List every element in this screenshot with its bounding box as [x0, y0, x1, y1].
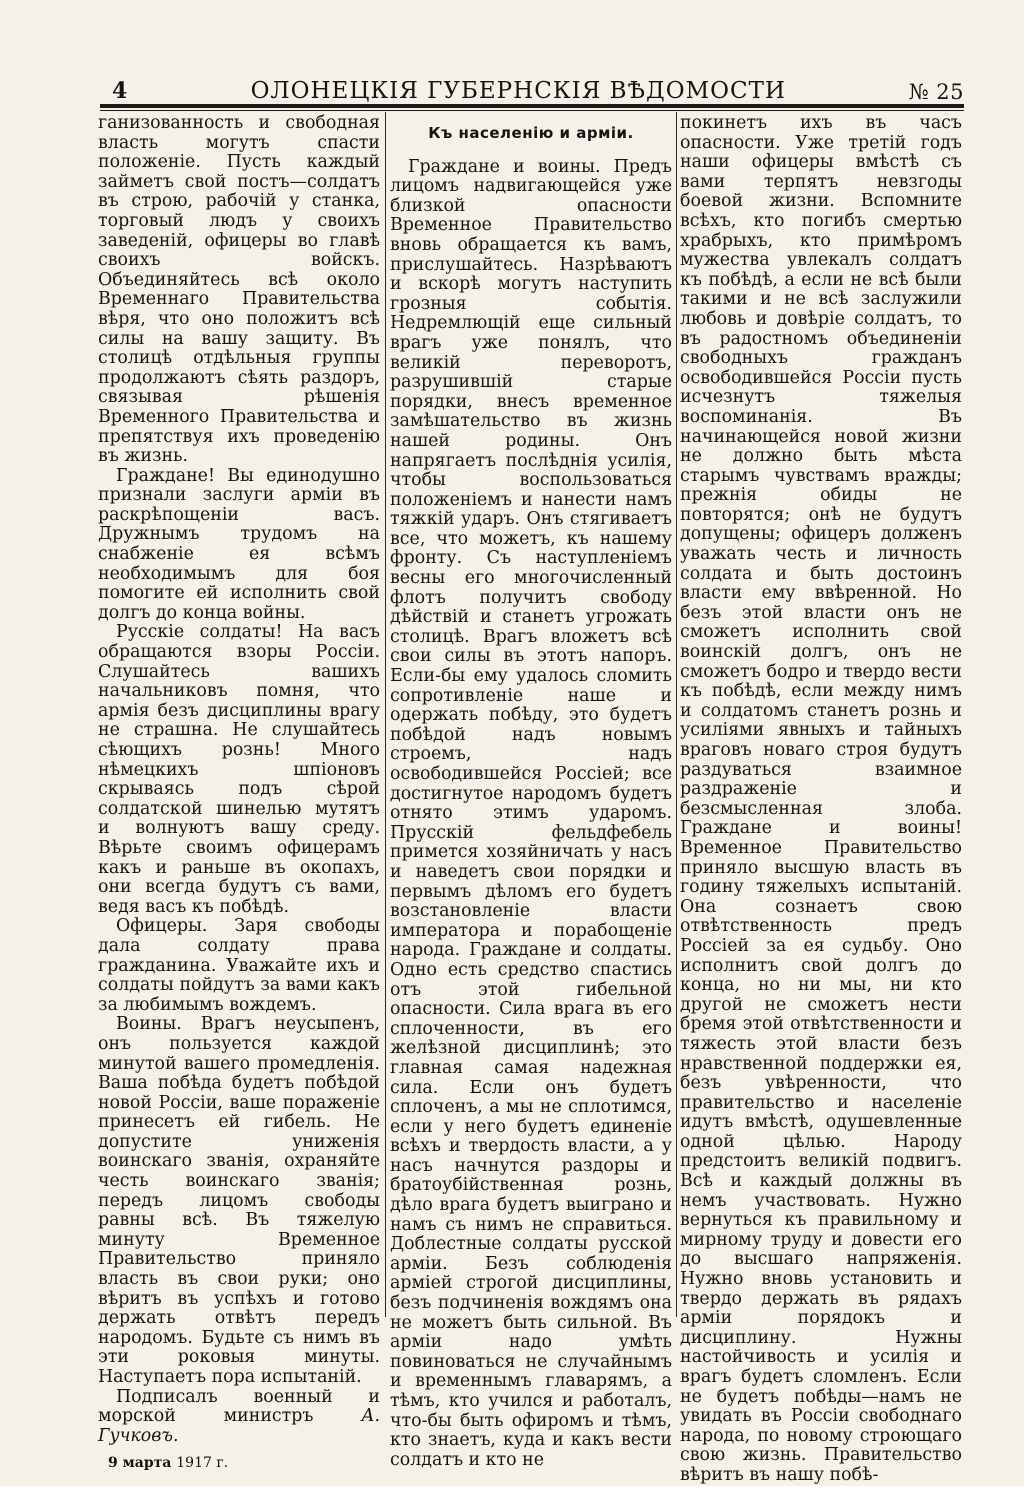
issue-number: № 25 [908, 80, 964, 104]
paragraph: ганизованность и свободная власть могутъ спасти положеніе. Пусть каждый займетъ свой постъ—солдатъ въ строю, рабочій у станка, торговый людъ у своихъ заведеній, офицеры во главѣ своихъ войскъ. Объединяйтесь всѣ около Временнаго Правительства вѣря, что оно положитъ всѣ силы на вашу защиту. Въ столицѣ отдѣльныя группы продолжаютъ сѣять раздоръ, связывая рѣшенія Временного Правительства и препятствуя ихъ проведенію въ жизнь. [98, 113, 380, 467]
paragraph: Воины. Врагъ неусыпенъ, онъ пользуется каждой минутой вашего промедленія. Ваша побѣда будетъ побѣдой новой Россіи, ваше пораженіе принесетъ ей гибель. Не допустите униженія воинскаго званія, охраняйте честь воинскаго званія; передъ лицомъ свободы равны всѣ. Въ тяжелую минуту Временное Правительство приняло власть въ свои руки; оно вѣритъ въ успѣхъ и готово держать отвѣтъ передъ народомъ. Будьте съ нимъ въ эти роковыя минуты. Наступаетъ пора испытаній. [98, 1014, 380, 1387]
signature [98, 1388, 380, 1447]
date-year: 1917 г. [176, 1455, 229, 1472]
header-rule-thin [100, 110, 964, 111]
date-day: 9 марта [108, 1455, 172, 1472]
column-1 [98, 113, 381, 1472]
page-header [112, 74, 964, 104]
signature-text: Подписалъ военный и морской министръ [98, 1386, 380, 1427]
column-2 [390, 114, 672, 1470]
paragraph: Граждане! Вы единодушно признали заслуги арміи въ раскрѣпощеніи васъ. Дружнымъ трудомъ на снабженіе ея всѣмъ необходимымъ для боя помогите ей исполнить свой долгъ до конца войны. [98, 465, 380, 623]
column-divider-1 [385, 112, 386, 1317]
date-line [98, 1454, 380, 1474]
signature-name: А. Гучковъ. [98, 1406, 381, 1446]
paragraph: покинетъ ихъ въ часъ опасности. Уже третій годъ наши офицеры вмѣстѣ съ вами терпятъ невзгоды боевой жизни. Вспомните всѣхъ, кто погибъ смертью храбрыхъ, кто примѣромъ мужества увлекалъ солдатъ къ побѣдѣ, а если не всѣ были такими и не всѣ заслужили любовь и довѣріе солдатъ, то въ радостномъ объединеніи свободныхъ гражданъ освободившейся Россіи пусть исчезнутъ тяжелыя воспоминанія. Въ начинающейся новой жизни не должно быть мѣста старымъ чувствамъ вражды; прежнія обиды не повторятся; онѣ не будутъ допущены; офицеръ долженъ уважать честь и личность солдата и быть достоинъ власти ему ввѣренной. Но безъ этой власти онъ не сможетъ исполнить свой воинскій долгъ, онъ не сможетъ бодро и твердо вести къ побѣдѣ, если между нимъ и солдатомъ станетъ рознь и усиліями явныхъ и тайныхъ враговъ новаго строя будутъ раздуваться взаимное раздраженіе и безсмысленная злоба. Граждане и воины! Временное Правительство приняло высшую власть въ годину тяжелыхъ испытаній. Она сознаетъ свою отвѣтственность предъ Россіей за ея судьбу. Оно исполнитъ свой долгъ до конца, но ни мы, ни кто другой не сможетъ нести бремя этой отвѣтственности и тяжесть этой власти безъ нравственной поддержки ея, безъ увѣренности, что правительство и населеніе идутъ вмѣстѣ, одушевленные одной цѣлью. Народу предстоитъ великій подвигъ. Всѣ и каждый должны въ немъ участвовать. Нужно вернуться къ правильному и мирному труду и довести его до высшаго напряженія. Нужно вновь установить и твердо держать въ рядахъ арміи порядокъ и дисциплину. Нужны настойчивость и усилія и врагъ будетъ сломленъ. Если не будетъ побѣды—намъ не увидать въ Россіи свободнаго народа, по новому строющаго свою жизнь. Правительство вѣритъ въ нашу побѣ- [680, 113, 962, 1485]
column-3 [680, 113, 962, 1485]
page-number: 4 [112, 78, 128, 104]
paragraph: Русскіе солдаты! На васъ обращаются взоры Россіи. Слушайтесь вашихъ начальниковъ помня, что армія безъ дисциплины врагу не страшна. Не слушайтесь сѣющихъ рознь! Много нѣмецкихъ шпіоновъ скрываясь подъ сѣрой солдатской шинелью мутятъ и волнуютъ вашу среду. Вѣрьте своимъ офицерамъ какъ и раньше въ окопахъ, они всегда будутъ съ вами, ведя васъ къ побѣдѣ. [98, 622, 380, 917]
newspaper-title: ОЛОНЕЦКІЯ ГУБЕРНСКІЯ ВѢДОМОСТИ [250, 78, 786, 104]
paragraph: Граждане и воины. Предъ лицомъ надвигающейся уже близкой опасности Временное Правительство вновь обращается къ вамъ, прислушайтесь. Назрѣваютъ и вскорѣ могутъ наступить грозныя событія. Недремлющій еще сильный врагъ уже понялъ, что великій переворотъ, разрушившій старые порядки, внесъ временное замѣшательство въ жизнь нашей родины. Онъ напрягаетъ послѣднія усилія, чтобы воспользоваться положеніемъ и нанести намъ тяжкій ударъ. Онъ стягиваетъ все, что можетъ, къ нашему фронту. Съ наступленіемъ весны его многочисленный флотъ получитъ свободу дѣйствій и станетъ угрожать столицѣ. Врагъ вложетъ всѣ свои силы въ этотъ напоръ. Если-бы ему удалось сломить сопротивленіе наше и одержать побѣду, это будетъ побѣдой надъ новымъ строемъ, надъ освободившейся Россіей; все достигнутое народомъ будетъ отнято этимъ ударомъ. Прусскій фельдфебель примется хозяйничать у насъ и наведетъ свои порядки и первымъ дѣломъ его будетъ возстановленіе власти императора и порабощеніе народа. Граждане и солдаты. Одно есть средство спастись отъ этой гибельной опасности. Сила врага въ его сплоченности, въ его желѣзной дисциплинѣ; это главная самая надежная сила. Если онъ будетъ сплоченъ, а мы не сплотимся, если у него будетъ единеніе всѣхъ и твердость власти, а у насъ начнутся раздоры и братоубійственная рознь, дѣло врага будетъ выиграно и намъ съ нимъ не справиться. Доблестные солдаты русской арміи. Безъ соблюденія арміей строгой дисциплины, безъ подчиненія вождямъ она не можетъ быть сильной. Въ арміи надо умѣть повиноваться не случайнымъ и временнымъ главарямъ, а тѣмъ, кто учился и работалъ, что-бы быть офиромъ и тѣмъ, кто знаетъ, куда и какъ вести солдатъ и кто не [390, 156, 672, 1470]
header-rule [100, 104, 964, 108]
paragraph: Офицеры. Заря свободы дала солдату права гражданина. Уважайте ихъ и солдаты пойдутъ за вами какъ за любимымъ вождемъ. [98, 916, 380, 1015]
column-divider-2 [676, 112, 677, 1317]
article-heading: Къ населенію и арміи. [428, 124, 634, 142]
